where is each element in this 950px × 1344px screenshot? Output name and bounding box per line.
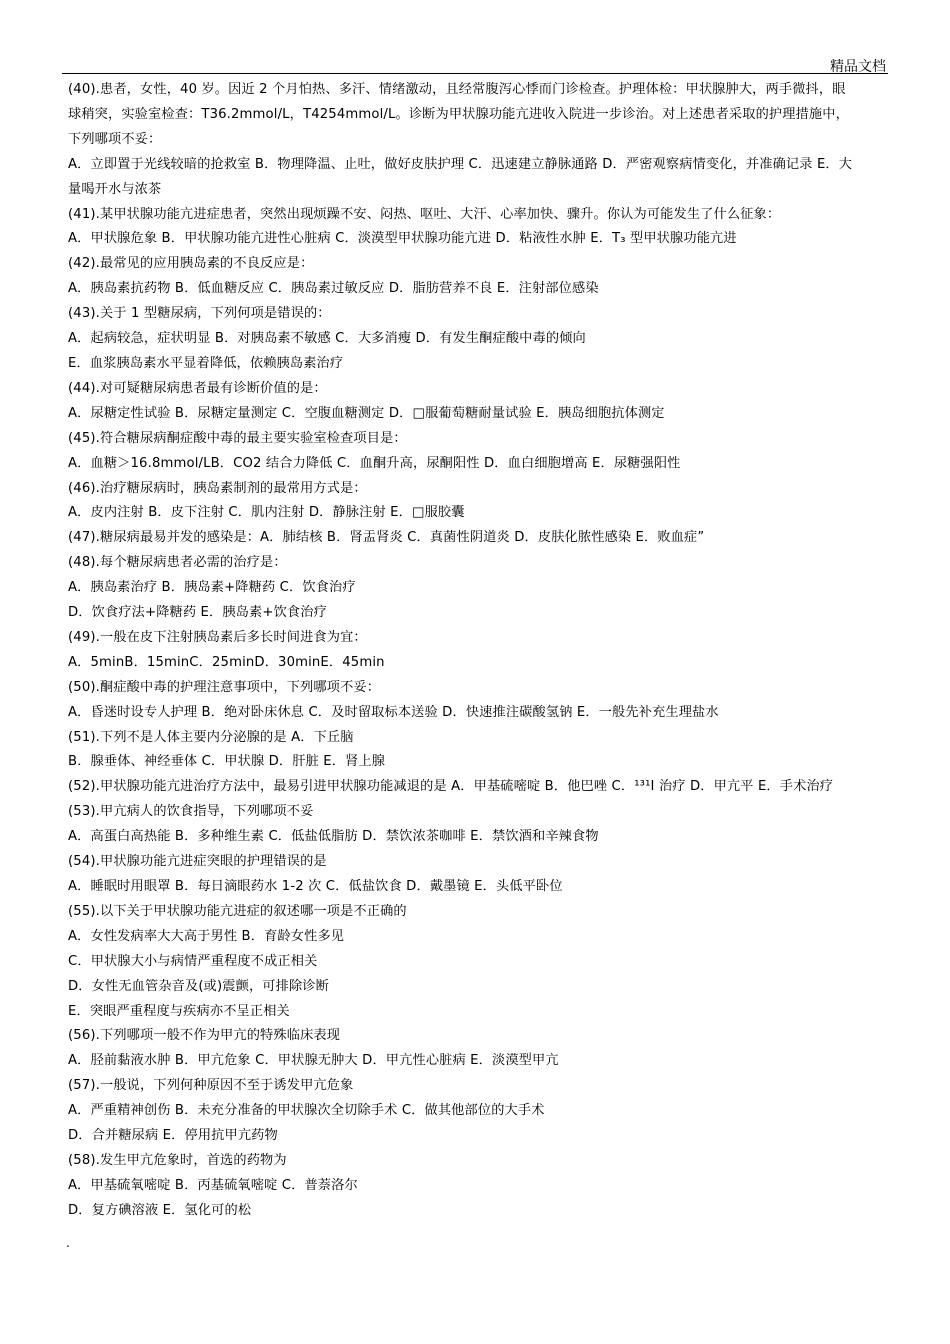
text-line: A．皮内注射 B．皮下注射 C．肌内注射 D．静脉注射 E．□服胶囊 xyxy=(68,505,465,521)
question-text: (47).糖尿病最易并发的感染是：A．肺结核 B．肾盂肾炎 C．真菌性阴道炎 D．皮肤化脓性感染 E．败血症” xyxy=(68,530,705,546)
text-line: A．昏迷时设专人护理 B．绝对卧床休息 C．及时留取标本送验 D．快速推注碳酸氢钠 E．一般先补充生理盐水 xyxy=(68,704,719,720)
text-line: A．5minB．15minC．25minD．30minE．45min xyxy=(68,654,385,670)
text-line: 下列哪项不妥： xyxy=(68,131,162,147)
question-text: (49).一般在皮下注射胰岛素后多长时间进食为宜： xyxy=(68,629,367,645)
question-text: (56).下列哪项一般不作为甲亢的特殊临床表现 xyxy=(68,1028,341,1044)
text-line: D．复方碘溶液 E．氢化可的松 xyxy=(68,1202,252,1218)
header-label: 精品文档 xyxy=(830,59,886,75)
question-text: (43).关于 1 型糖尿病，下列何项是错误的： xyxy=(68,306,331,322)
question-text: (58).发生甲亢危象时，首选的药物为 xyxy=(68,1152,287,1168)
text-line: A．胫前黏液水肿 B．甲亢危象 C．甲状腺无肿大 D．甲亢性心脏病 E．淡漠型甲亢 xyxy=(68,1053,559,1069)
question-text: (45).符合糖尿病酮症酸中毒的最主要实验室检查项目是： xyxy=(68,430,407,446)
question-text: (40).患者，女性，40 岁。因近 2 个月怕热、多汗、情绪激动，且经常腹泻心悸而门诊检查。护理体检：甲状腺肿大，两手微抖，眼 xyxy=(68,82,846,97)
text-line: A．高蛋白高热能 B．多种维生素 C．低盐低脂肪 D．禁饮浓茶咖啡 E．禁饮酒和辛辣食物 xyxy=(68,829,599,845)
document-body xyxy=(68,78,886,1224)
question-text: (48).每个糖尿病患者必需的治疗是： xyxy=(68,555,287,571)
text-line: 球稍突，实验室检查：T36.2mmol/L，T4254mmol/L。诊断为甲状腺功能亢进收入院进一步诊治。对上述患者采取的护理措施中， xyxy=(68,106,849,122)
text-line: E．血浆胰岛素水平显着降低，依赖胰岛素治疗 xyxy=(68,355,344,371)
question-text: (42).最常见的应用胰岛素的不良反应是： xyxy=(68,256,314,272)
text-line: D．女性无血管杂音及(或)震颤，可排除诊断 xyxy=(68,978,329,994)
text-line: A．立即置于光线较暗的抢救室 B．物理降温、止吐，做好皮肤护理 C．迅速建立静脉通路 D．严密观察病情变化，并准确记录 E．大 xyxy=(68,156,853,172)
question-text: (44).对可疑糖尿病患者最有诊断价值的是： xyxy=(68,380,327,396)
question-text: (52).甲状腺功能亢进治疗方法中，最易引进甲状腺功能减退的是 A．甲基硫嘧啶 B．他巴唑 C．¹³¹I 治疗 D．甲亢平 E．手术治疗 xyxy=(68,779,834,795)
text-line: A．睡眠时用眼罩 B．每日滴眼药水 1-2 次 C．低盐饮食 D．戴墨镜 E．头低平卧位 xyxy=(68,879,563,894)
question-text: (50).酮症酸中毒的护理注意事项中，下列哪项不妥： xyxy=(68,679,381,695)
question-text: (46).治疗糖尿病时，胰岛素制剂的最常用方式是： xyxy=(68,480,367,496)
text-line: A．血糖＞16.8mmol/LB．CO2 结合力降低 C．血酮升高，尿酮阳性 D．血白细胞增高 E．尿糖强阳性 xyxy=(68,455,681,471)
text-line: C．甲状腺大小与病情严重程度不成正相关 xyxy=(68,953,318,969)
header-divider xyxy=(62,73,888,74)
text-line: A．胰岛素治疗 B．胰岛素+降糖药 C．饮食治疗 xyxy=(68,580,356,596)
question-text: (53).甲亢病人的饮食指导，下列哪项不妥 xyxy=(68,804,314,820)
text-line: A．女性发病率大大高于男性 B．育龄女性多见 xyxy=(68,928,345,944)
text-line: D．合并糖尿病 E．停用抗甲亢药物 xyxy=(68,1128,278,1144)
footer-mark: . xyxy=(66,1236,70,1250)
question-text: (57).一般说，下列何种原因不至于诱发甲亢危象 xyxy=(68,1078,354,1094)
question-text: (41).某甲状腺功能亢进症患者，突然出现烦躁不安、闷热、呕吐、大汗、心率加快、骤升。你认为可能发生了什么征象： xyxy=(68,206,781,222)
text-line: A．严重精神创伤 B．未充分准备的甲状腺次全切除手术 C．做其他部位的大手术 xyxy=(68,1103,545,1119)
question-text: (55).以下关于甲状腺功能亢进症的叙述哪一项是不正确的 xyxy=(68,903,407,919)
text-line: D．饮食疗法+降糖药 E．胰岛素+饮食治疗 xyxy=(68,605,327,621)
text-line: A．尿糖定性试验 B．尿糖定量测定 C．空腹血糖测定 D．□服葡萄糖耐量试验 E．胰岛细胞抗体测定 xyxy=(68,405,665,421)
text-line: B．腺垂体、神经垂体 C．甲状腺 D．肝脏 E．肾上腺 xyxy=(68,754,386,770)
text-line: A．甲基硫氧嘧啶 B．丙基硫氧嘧啶 C．普萘洛尔 xyxy=(68,1177,358,1193)
text-line: E．突眼严重程度与疾病亦不呈正相关 xyxy=(68,1003,290,1019)
text-line: 量喝开水与浓茶 xyxy=(68,181,162,197)
question-text: (51).下列不是人体主要内分泌腺的是 A．下丘脑 xyxy=(68,729,354,745)
text-line: A．胰岛素抗药物 B．低血糖反应 C．胰岛素过敏反应 D．脂肪营养不良 E．注射部位感染 xyxy=(68,281,599,297)
question-text: (54).甲状腺功能亢进症突眼的护理错误的是 xyxy=(68,854,327,870)
text-line: A．起病较急，症状明显 B．对胰岛素不敏感 C．大多消瘦 D．有发生酮症酸中毒的倾向 xyxy=(68,331,586,347)
text-line: A．甲状腺危象 B．甲状腺功能亢进性心脏病 C．淡漠型甲状腺功能亢进 D．粘液性水肿 E．T₃ 型甲状腺功能亢进 xyxy=(68,231,737,247)
